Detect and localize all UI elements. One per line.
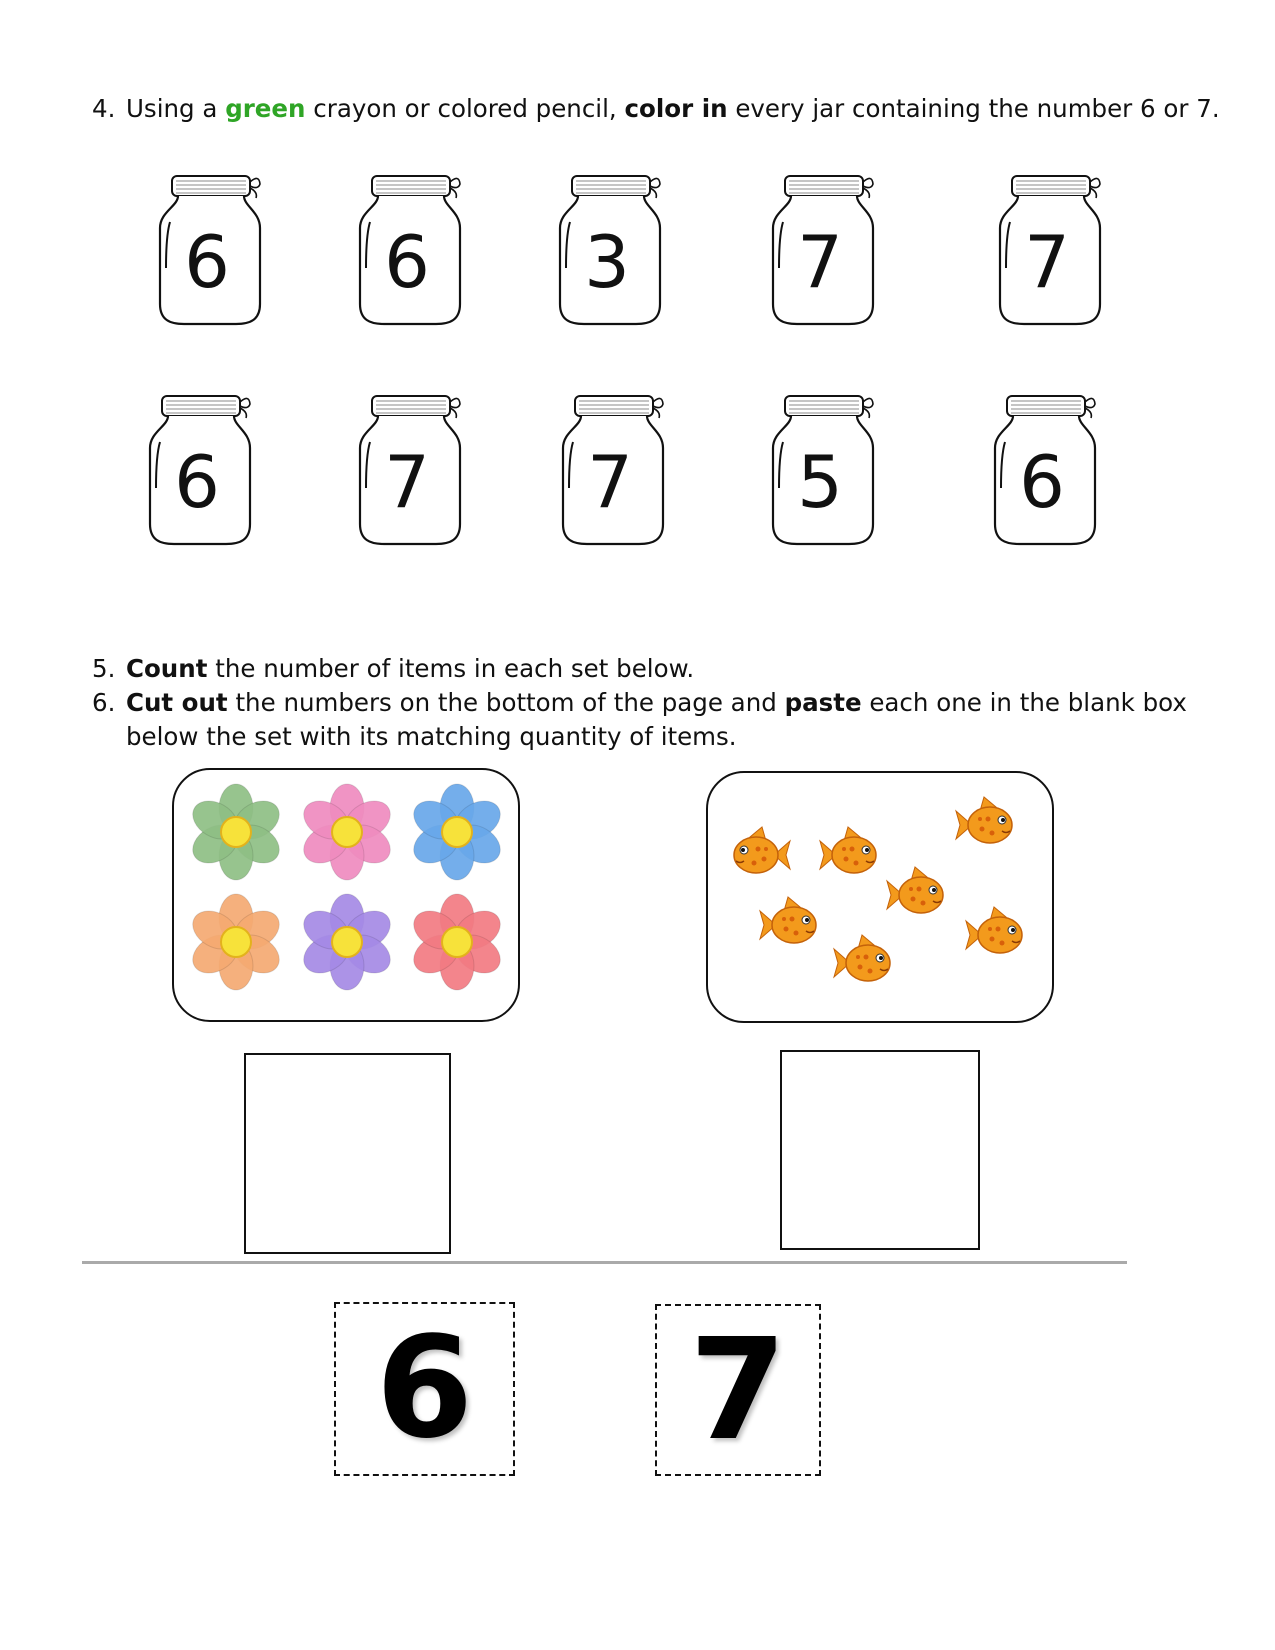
flower-icon — [407, 784, 507, 880]
jar-number: 7 — [797, 220, 843, 304]
fish-icon — [734, 827, 790, 873]
question-5 — [92, 652, 694, 686]
cut-line-divider — [82, 1261, 1127, 1264]
cutout-card-7[interactable] — [655, 1304, 821, 1476]
jar-number: 6 — [1019, 440, 1065, 524]
jar-number: 7 — [587, 440, 633, 524]
jar-3[interactable] — [550, 172, 670, 342]
jar-5[interactable] — [763, 392, 883, 562]
question-number: 5. — [92, 654, 116, 683]
question-text: every jar containing the number 6 or 7. — [727, 94, 1220, 123]
bold-phrase: color in — [624, 94, 728, 123]
bold-phrase: Cut out — [126, 688, 228, 717]
bold-phrase: Count — [126, 654, 208, 683]
question-6 — [92, 686, 1187, 720]
flower-set-box — [172, 768, 520, 1022]
question-4 — [92, 92, 1220, 126]
jar-7[interactable] — [763, 172, 883, 342]
question-number: 6. — [92, 688, 116, 717]
jar-number: 6 — [174, 440, 220, 524]
question-text: Using a — [126, 94, 226, 123]
question-text: each one in the blank box — [861, 688, 1187, 717]
jar-number: 6 — [384, 220, 430, 304]
fish-set — [708, 773, 1052, 1021]
paste-box-flowers[interactable] — [244, 1053, 451, 1254]
fish-icon — [834, 935, 890, 981]
jar-6[interactable] — [140, 392, 260, 562]
jar-7[interactable] — [990, 172, 1110, 342]
fish-icon — [966, 907, 1022, 953]
question-text: crayon or colored pencil, — [305, 94, 625, 123]
jar-6[interactable] — [985, 392, 1105, 562]
fish-icon — [956, 797, 1012, 843]
cutout-number: 7 — [689, 1309, 787, 1472]
flower-icon — [297, 784, 397, 880]
fish-icon — [760, 897, 816, 943]
question-number: 4. — [92, 94, 116, 123]
question-text: the number of items in each set below. — [207, 654, 695, 683]
flower-set — [174, 770, 518, 1020]
flower-icon — [407, 894, 507, 990]
flower-icon — [297, 894, 397, 990]
jar-number: 5 — [797, 440, 843, 524]
highlight-word: green — [225, 94, 306, 123]
cutout-number: 6 — [375, 1307, 474, 1470]
jar-6[interactable] — [350, 172, 470, 342]
jar-7[interactable] — [553, 392, 673, 562]
cutout-card-6[interactable] — [334, 1302, 515, 1476]
paste-box-fish[interactable] — [780, 1050, 980, 1250]
question-text: the numbers on the bottom of the page and — [227, 688, 785, 717]
fish-set-box — [706, 771, 1054, 1023]
jar-number: 7 — [384, 440, 430, 524]
flower-icon — [186, 894, 286, 990]
jar-number: 3 — [584, 220, 630, 304]
jar-number: 7 — [1024, 220, 1070, 304]
jar-number: 6 — [184, 220, 230, 304]
fish-icon — [887, 867, 943, 913]
question-text: below the set with its matching quantity of items. — [126, 722, 737, 751]
question-6-line-2 — [92, 720, 737, 754]
jar-6[interactable] — [150, 172, 270, 342]
bold-phrase: paste — [784, 688, 862, 717]
flower-icon — [186, 784, 286, 880]
jar-7[interactable] — [350, 392, 470, 562]
fish-icon — [820, 827, 876, 873]
